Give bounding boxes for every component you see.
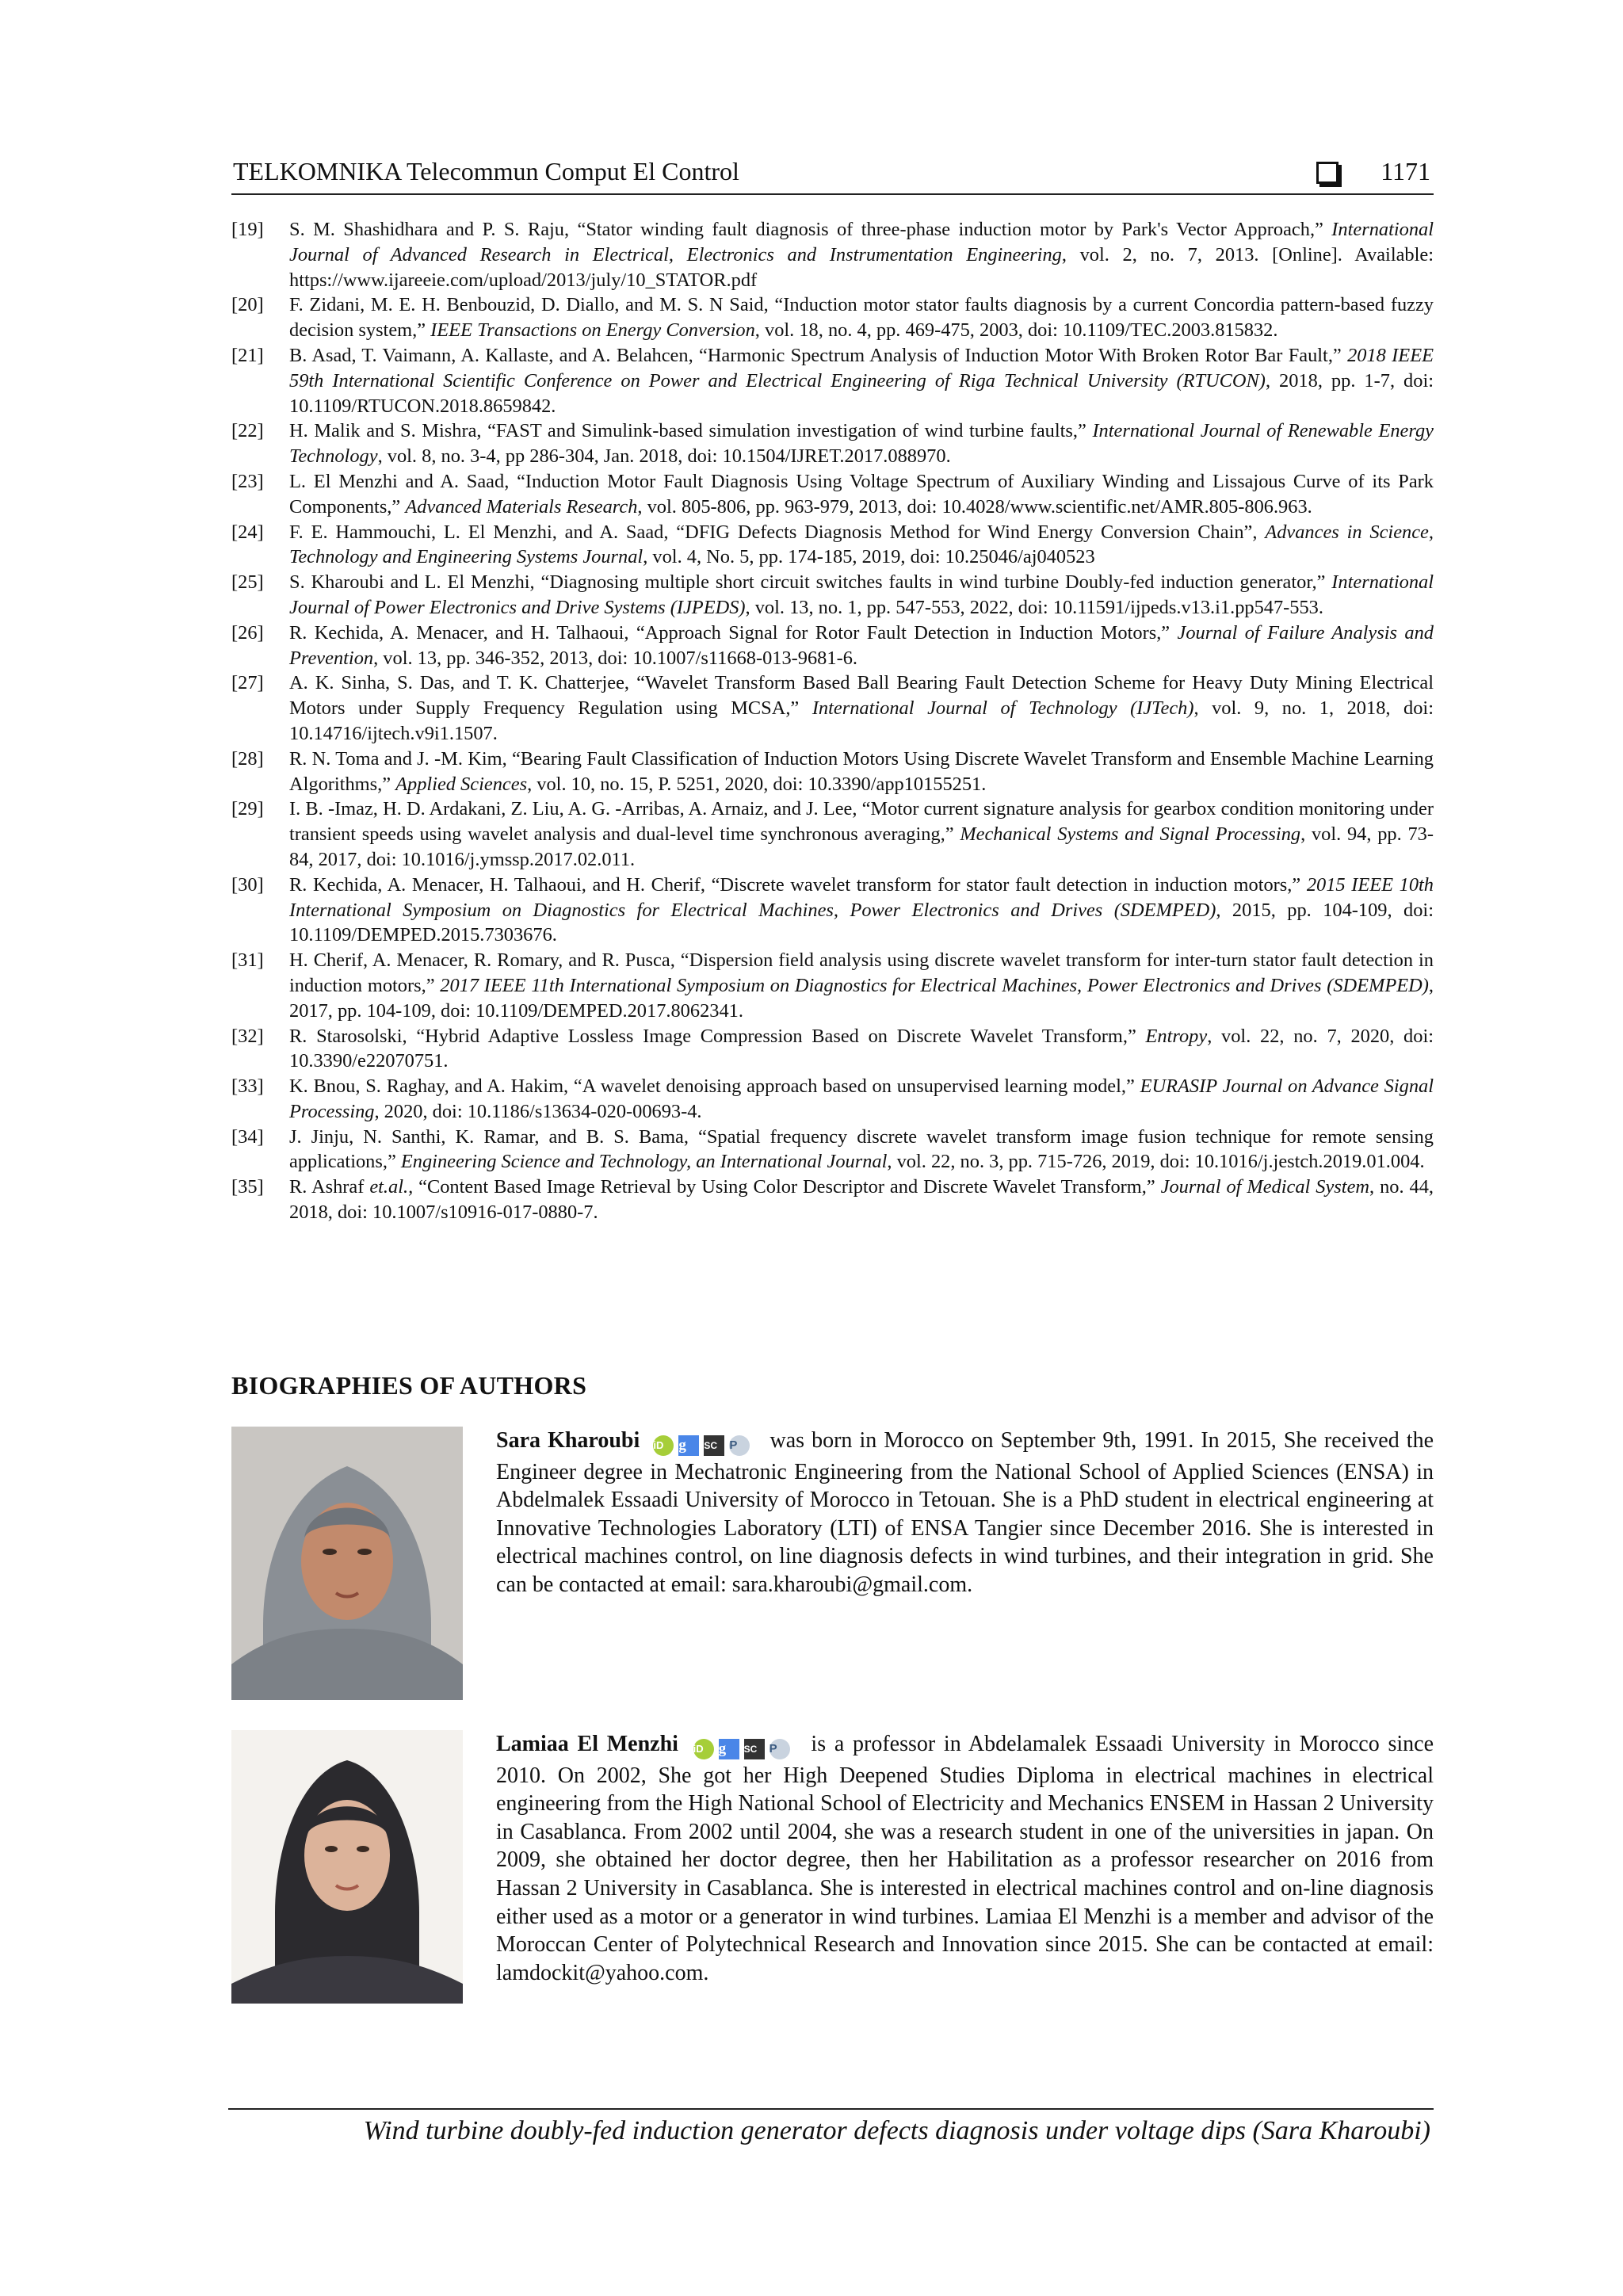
reference-number: [31] <box>231 949 264 972</box>
reference-details: , vol. 13, pp. 346-352, 2013, doi: 10.1007/s11668-013-9681-6. <box>373 647 857 669</box>
author-bio-text <box>496 1427 1434 1599</box>
scopus-icon[interactable]: SC <box>744 1739 765 1759</box>
biographies-heading: BIOGRAPHIES OF AUTHORS <box>231 1371 587 1400</box>
reference-number: [24] <box>231 521 264 543</box>
reference-text: H. Cherif, A. Menacer, R. Romary, and R. Pusca, “Dispersion field analysis using discrete wavelet transform for inter-turn stator fault detection in induction motors,” <box>289 949 1434 996</box>
reference-item <box>231 292 1434 343</box>
author-name: Lamiaa El Menzhi <box>496 1732 678 1756</box>
reference-details: , vol. 22, no. 7, 2020, doi: 10.3390/e22070751. <box>289 1025 1434 1072</box>
reference-details: , vol. 805-806, pp. 963-979, 2013, doi: 10.4028/www.scientific.net/AMR.805-806.963. <box>637 495 1312 518</box>
reference-text: R. Ashraf <box>289 1176 370 1198</box>
reference-details: , 2017, pp. 104-109, doi: 10.1109/DEMPED.2017.8062341. <box>289 974 1434 1022</box>
square-bullet-icon <box>1316 162 1338 184</box>
reference-number: [28] <box>231 747 264 770</box>
running-title: Wind turbine doubly-fed induction generator defects diagnosis under voltage dips (Sara Kharoubi) <box>363 2116 1430 2145</box>
reference-details: , vol. 13, no. 1, pp. 547-553, 2022, doi: 10.11591/ijpeds.v13.i1.pp547-553. <box>745 596 1323 618</box>
reference-item <box>231 1074 1434 1125</box>
orcid-icon[interactable]: iD <box>693 1739 714 1759</box>
google-scholar-icon[interactable]: g <box>719 1739 739 1759</box>
publons-icon[interactable]: P <box>729 1435 750 1456</box>
author-bio-text <box>496 1730 1434 1987</box>
journal-title: TELKOMNIKA Telecommun Comput El Control <box>233 157 739 185</box>
author-bio <box>231 1427 1434 1700</box>
reference-item <box>231 1024 1434 1075</box>
reference-number: [20] <box>231 294 264 316</box>
reference-venue: International Journal of Power Electronics and Drive Systems (IJPEDS) <box>289 571 1434 618</box>
reference-number: [25] <box>231 571 264 594</box>
reference-number: [35] <box>231 1176 264 1198</box>
scopus-icon[interactable]: SC <box>704 1435 724 1456</box>
author-profile-icons <box>653 1430 754 1458</box>
reference-item <box>231 1125 1434 1175</box>
reference-details: , vol. 9, no. 1, 2018, doi: 10.14716/ijtech.v9i1.1507. <box>289 697 1434 744</box>
reference-details: , vol. 18, no. 4, pp. 469-475, 2003, doi: 10.1109/TEC.2003.815832. <box>754 319 1278 342</box>
reference-text: S. M. Shashidhara and P. S. Raju, “Stator winding fault diagnosis of three-phase induction motor by Park's Vector Approach,” <box>289 219 1332 240</box>
reference-venue: International Journal of Renewable Energy Technology <box>289 420 1434 468</box>
reference-number: [22] <box>231 420 264 442</box>
reference-details: , vol. 94, pp. 73-84, 2017, doi: 10.1016/j.ymssp.2017.02.011. <box>289 823 1434 870</box>
author-photo-image <box>231 1427 463 1700</box>
orcid-icon[interactable]: iD <box>653 1435 674 1456</box>
reference-venue: Applied Sciences <box>395 773 528 795</box>
reference-item <box>231 948 1434 1023</box>
reference-details: , vol. 2, no. 7, 2013. [Online]. Available: https://www.ijareeie.com/upload/2013/july/10_STATOR.pdf <box>289 243 1434 291</box>
reference-item <box>231 797 1434 872</box>
reference-item <box>231 670 1434 746</box>
page-header <box>231 155 1434 195</box>
reference-details: , vol. 22, no. 3, pp. 715-726, 2019, doi: 10.1016/j.jestch.2019.01.004. <box>887 1151 1425 1173</box>
author-bio-body: is a professor in Abdelamalek Essaadi University in Morocco since 2010. On 2002, She got her High Deepened Studies Diploma in electrical machines in electrical engineering from the High National School of Electricity and Mechanics ENSEM in Hassan 2 University in Casablanca. From 2002 until 2004, she was a research student in one of the universities in japan. On 2009, she obtained her doctor degree, then her Habilitation as a professor researcher on 2016 from Hassan 2 University in Casablanca. She is interested in electrical machines control and on-line diagnosis either used as a motor or a generator in wind turbines. Lamiaa El Menzhi is a member and advisor of the Moroccan Center of Polytechnical Research and Innovation since 2015. She can be contacted at email: lamdockit@yahoo.com. <box>496 1732 1434 1985</box>
reference-text: R. Kechida, A. Menacer, and H. Talhaoui, “Approach Signal for Rotor Fault Detection in Induction Motors,” <box>289 621 1178 644</box>
reference-item <box>231 520 1434 571</box>
reference-number: [19] <box>231 219 264 240</box>
page-number: 1171 <box>1381 157 1430 185</box>
reference-item <box>231 873 1434 948</box>
reference-text: K. Bnou, S. Raghay, and A. Hakim, “A wavelet denoising approach based on unsupervised learning model,” <box>289 1075 1140 1098</box>
reference-venue: International Journal of Technology (IJTech) <box>812 697 1194 720</box>
reference-item <box>231 217 1434 292</box>
page-footer <box>228 2108 1434 2146</box>
reference-number: [26] <box>231 621 264 644</box>
author-bio-body: was born in Morocco on September 9th, 1991. In 2015, She received the Engineer degree in Mechatronic Engineering from the National School of Applied Sciences (ENSA) in Abdelmalek Essaadi University of Morocco in Tetouan. She is a PhD student in electrical engineering at Innovative Technologies Laboratory (LTI) of ENSA Tangier since December 2016. She is interested in electrical machines control, on line diagnosis defects in wind turbines, and their integration in grid. She can be contacted at email: sara.kharoubi@gmail.com. <box>496 1428 1434 1597</box>
reference-number: [29] <box>231 798 264 820</box>
reference-venue: Advanced Materials Research <box>405 495 638 518</box>
reference-venue: Journal of Failure Analysis and Prevention <box>289 621 1434 669</box>
reference-text: H. Malik and S. Mishra, “FAST and Simulink-based simulation investigation of wind turbine faults,” <box>289 420 1093 442</box>
author-bio <box>231 1730 1434 2004</box>
reference-text: R. Starosolski, “Hybrid Adaptive Lossless Image Compression Based on Discrete Wavelet Transform,” <box>289 1025 1146 1047</box>
reference-etal: et.al., <box>369 1176 414 1198</box>
google-scholar-icon[interactable]: g <box>678 1435 699 1456</box>
reference-item <box>231 1175 1434 1225</box>
reference-text: A. K. Sinha, S. Das, and T. K. Chatterjee, “Wavelet Transform Based Ball Bearing Fault Detection Scheme for Heavy Duty Mining Electrical Motors under Supply Frequency Regulation using MCSA,” <box>289 672 1434 720</box>
author-profile-icons <box>693 1733 795 1762</box>
reference-item <box>231 343 1434 418</box>
reference-text: F. E. Hammouchi, L. El Menzhi, and A. Saad, “DFIG Defects Diagnosis Method for Wind Energy Conversion Chain”, <box>289 521 1266 543</box>
reference-item <box>231 621 1434 671</box>
reference-venue: 2017 IEEE 11th International Symposium on Diagnostics for Electrical Machines, Power Electronics and Drives (SDEMPED) <box>440 974 1429 996</box>
reference-list <box>231 217 1434 1225</box>
reference-venue: IEEE Transactions on Energy Conversion <box>430 319 755 342</box>
reference-venue: Journal of Medical System <box>1160 1176 1370 1198</box>
reference-number: [34] <box>231 1125 264 1148</box>
reference-venue: 2015 IEEE 10th International Symposium on Diagnostics for Electrical Machines, Power Electronics and Drives (SDEMPED) <box>289 873 1434 921</box>
reference-item <box>231 469 1434 520</box>
reference-venue: Entropy <box>1145 1025 1208 1047</box>
author-name: Sara Kharoubi <box>496 1428 640 1453</box>
reference-details: , vol. 4, No. 5, pp. 174-185, 2019, doi: 10.25046/aj040523 <box>643 546 1095 568</box>
reference-item <box>231 570 1434 621</box>
reference-text: R. Kechida, A. Menacer, H. Talhaoui, and H. Cherif, “Discrete wavelet transform for stator fault detection in induction motors,” <box>289 873 1307 896</box>
reference-details: , no. 44, 2018, doi: 10.1007/s10916-017-0880-7. <box>289 1176 1434 1224</box>
reference-number: [33] <box>231 1075 264 1098</box>
reference-text: I. B. -Imaz, H. D. Ardakani, Z. Liu, A. G. -Arribas, A. Arnaiz, and J. Lee, “Motor current signature analysis for gearbox condition monitoring under transient speeds using wavelet analysis and dual-level time synchronous averaging,” <box>289 798 1434 846</box>
reference-number: [30] <box>231 873 264 896</box>
reference-details: , 2020, doi: 10.1186/s13634-020-00693-4. <box>374 1100 702 1122</box>
reference-details: , vol. 8, no. 3-4, pp 286-304, Jan. 2018, doi: 10.1504/IJRET.2017.088970. <box>377 445 951 468</box>
reference-number: [27] <box>231 672 264 694</box>
reference-text: J. Jinju, N. Santhi, K. Ramar, and B. S. Bama, “Spatial frequency discrete wavelet transform image fusion technique for remote sensing applications,” <box>289 1125 1434 1173</box>
reference-number: [21] <box>231 344 264 366</box>
reference-venue: Advances in Science, Technology and Engineering Systems Journal <box>289 521 1434 568</box>
reference-details: , 2015, pp. 104-109, doi: 10.1109/DEMPED.2015.7303676. <box>289 899 1434 946</box>
reference-venue: 2018 IEEE 59th International Scientific Conference on Power and Electrical Engineering of Riga Technical University (RTUCON) <box>289 344 1434 392</box>
reference-details: , vol. 10, no. 15, P. 5251, 2020, doi: 10.3390/app10155251. <box>527 773 987 795</box>
reference-text: B. Asad, T. Vaimann, A. Kallaste, and A. Belahcen, “Harmonic Spectrum Analysis of Induction Motor With Broken Rotor Bar Fault,” <box>289 344 1348 366</box>
reference-text: S. Kharoubi and L. El Menzhi, “Diagnosing multiple short circuit switches faults in wind turbine Doubly-fed induction generator,” <box>289 571 1332 594</box>
reference-number: [32] <box>231 1025 264 1047</box>
reference-item <box>231 747 1434 797</box>
reference-venue: Mechanical Systems and Signal Processing <box>960 823 1301 846</box>
reference-text: L. El Menzhi and A. Saad, “Induction Motor Fault Diagnosis Using Voltage Spectrum of Auxiliary Winding and Lissajous Curve of its Park Components,” <box>289 470 1434 518</box>
reference-item <box>231 418 1434 469</box>
reference-venue: Engineering Science and Technology, an International Journal <box>400 1151 888 1173</box>
reference-text: R. N. Toma and J. -M. Kim, “Bearing Fault Classification of Induction Motors Using Discrete Wavelet Transform and Ensemble Machine Learning Algorithms,” <box>289 747 1434 795</box>
reference-number: [23] <box>231 470 264 492</box>
author-photo-image <box>231 1730 463 2004</box>
reference-title: “Content Based Image Retrieval by Using Color Descriptor and Discrete Wavelet Transform,” <box>413 1176 1161 1198</box>
author-photo <box>231 1427 463 1700</box>
author-photo <box>231 1730 463 2004</box>
publons-icon[interactable]: P <box>769 1739 790 1759</box>
reference-text: F. Zidani, M. E. H. Benbouzid, D. Diallo, and M. S. N Said, “Induction motor stator faults diagnosis by a current Concordia pattern-based fuzzy decision system,” <box>289 294 1434 342</box>
reference-venue: International Journal of Advanced Research in Electrical, Electronics and Instrumentation Engineering <box>289 219 1434 266</box>
reference-venue: EURASIP Journal on Advance Signal Processing <box>289 1075 1434 1122</box>
reference-details: , 2018, pp. 1-7, doi: 10.1109/RTUCON.2018.8659842. <box>289 369 1434 417</box>
